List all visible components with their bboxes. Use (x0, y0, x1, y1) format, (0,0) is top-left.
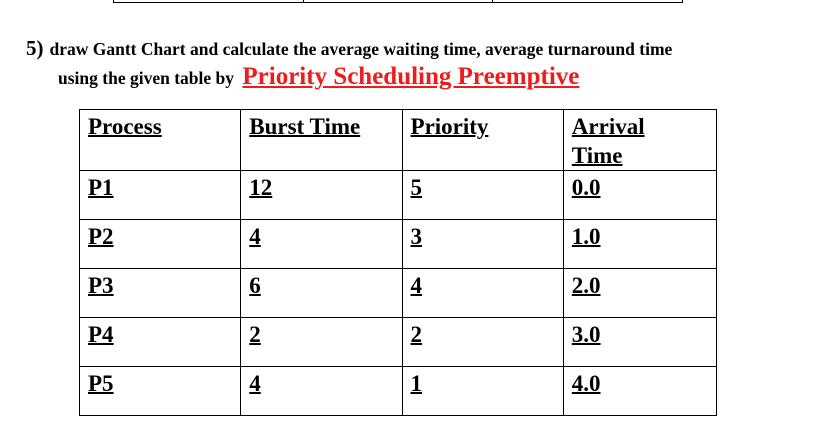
previous-table-divider (492, 0, 493, 2)
cell-burst-time: 4 (241, 367, 402, 416)
process-table (79, 109, 717, 416)
cell-burst-time: 4 (241, 220, 402, 269)
previous-table-fragment (113, 0, 683, 3)
question-number: 5) (26, 36, 44, 60)
table-row (80, 269, 717, 318)
question-line-1 (26, 36, 672, 61)
header-cell-process: Process (80, 110, 241, 171)
cell-process: P1 (80, 171, 241, 220)
cell-process: P2 (80, 220, 241, 269)
header-cell-priority: Priority (402, 110, 563, 171)
previous-table-divider (303, 0, 304, 2)
cell-priority: 4 (402, 269, 563, 318)
cell-arrival-time: 2.0 (563, 269, 716, 318)
header-cell-arrival-time: Arrival Time (563, 110, 716, 171)
cell-priority: 3 (402, 220, 563, 269)
cell-process: P5 (80, 367, 241, 416)
cell-burst-time: 2 (241, 318, 402, 367)
header-cell-burst-time: Burst Time (241, 110, 402, 171)
question-text: draw Gantt Chart and calculate the average waiting time, average turnaround time (49, 39, 673, 59)
cell-process: P3 (80, 269, 241, 318)
cell-arrival-time: 1.0 (563, 220, 716, 269)
table-row (80, 171, 717, 220)
table-row (80, 367, 717, 416)
cell-priority: 1 (402, 367, 563, 416)
cell-arrival-time: 4.0 (563, 367, 716, 416)
table-row (80, 220, 717, 269)
cell-process: P4 (80, 318, 241, 367)
cell-arrival-time: 3.0 (563, 318, 716, 367)
question-text-prefix: using the given table by (58, 68, 234, 88)
cell-burst-time: 12 (241, 171, 402, 220)
table-row (80, 318, 717, 367)
cell-priority: 5 (402, 171, 563, 220)
cell-burst-time: 6 (241, 269, 402, 318)
cell-arrival-time: 0.0 (563, 171, 716, 220)
cell-priority: 2 (402, 318, 563, 367)
table-header-row (80, 110, 717, 171)
scheduling-method: Priority Scheduling Preemptive (242, 63, 580, 90)
question-line-2 (58, 63, 579, 91)
